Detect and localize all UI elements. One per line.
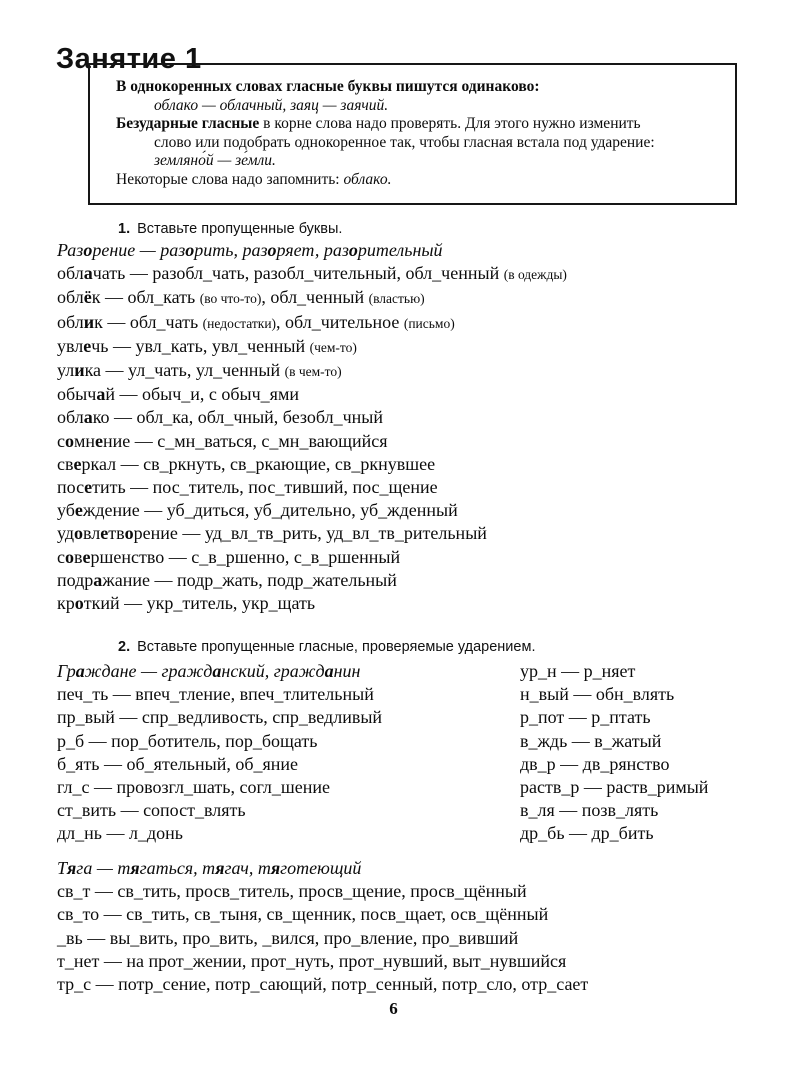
exercise2-line: _вь — вы_вить, про_вить, _вился, про_вление, про_вивший bbox=[57, 927, 519, 948]
exercise1-line: кроткий — укр_титель, укр_щать bbox=[57, 593, 316, 614]
exercise2-line: ст_вить — сопост_влять bbox=[57, 800, 246, 821]
exercise1-line: облако — обл_ка, обл_чный, безобл_чный bbox=[57, 407, 384, 428]
exercise2-line: р_б — пор_ботитель, пор_бощать bbox=[57, 730, 318, 751]
rule-line: земляно́й — зе́мли. bbox=[154, 152, 276, 170]
exercise2-number: 2. bbox=[118, 639, 131, 655]
exercise2-line: р_пот — р_птать bbox=[520, 707, 651, 728]
exercise2-line: пр_вый — спр_ведливость, спр_ведливый bbox=[57, 707, 383, 728]
exercise1-header bbox=[118, 221, 342, 237]
exercise1-line: подражание — подр_жать, подр_жательный bbox=[57, 569, 397, 590]
rule-line: В однокоренных словах гласные буквы пишутся одинаково: bbox=[116, 78, 540, 95]
exercise2-line: гл_с — провозгл_шать, согл_шение bbox=[57, 777, 331, 798]
exercise2-line: ур_н — р_няет bbox=[520, 661, 636, 681]
exercise2-line: св_т — св_тить, просв_титель, просв_щение, просв_щённый bbox=[57, 881, 527, 902]
exercise2-right-column bbox=[520, 660, 708, 846]
rule-line: слово или подобрать однокоренное так, чтобы гласная встала под ударение: bbox=[154, 133, 655, 151]
exercise1-line: совершенство — с_в_ршенно, с_в_ршенный bbox=[57, 546, 401, 567]
exercise1-list bbox=[57, 239, 567, 615]
rule-line: Некоторые слова надо запомнить: облако. bbox=[116, 170, 392, 188]
exercise2-line: в_ля — позв_лять bbox=[520, 800, 659, 821]
exercise2-line: в_ждь — в_жатый bbox=[520, 730, 662, 751]
exercise2-second-block bbox=[57, 857, 588, 996]
exercise1-instruction: Вставьте пропущенные буквы. bbox=[137, 221, 343, 237]
exercise1-line: сверкал — св_ркнуть, св_ркающие, св_ркнувшее bbox=[57, 453, 436, 474]
exercise2-line: дл_нь — л_донь bbox=[57, 823, 183, 844]
exercise2-left-column bbox=[57, 660, 382, 846]
exercise2-line: Тяга — тягаться, тягач, тяготеющий bbox=[57, 858, 362, 878]
exercise2-line: Граждане — гражданский, гражданин bbox=[57, 661, 361, 681]
exercise1-line: обычай — обыч_и, с обыч_ями bbox=[57, 384, 299, 405]
exercise1-line: сомнение — с_мн_ваться, с_мн_вающийся bbox=[57, 430, 388, 451]
rule-line: облако — облачный, заяц — заячий. bbox=[154, 96, 389, 114]
exercise1-line: Разорение — разорить, разоряет, разорительный bbox=[57, 240, 443, 260]
exercise1-line: облёк — обл_кать (во что-то), обл_ченный (властью) bbox=[57, 287, 425, 308]
exercise2-line: раств_р — раств_римый bbox=[520, 777, 709, 798]
rule-box bbox=[88, 63, 737, 205]
exercise1-line: облачать — разобл_чать, разобл_чительный, обл_ченный (в одежды) bbox=[57, 263, 567, 284]
exercise1-line: улика — ул_чать, ул_ченный (в чем-то) bbox=[57, 360, 342, 381]
exercise2-line: печ_ть — впеч_тление, впеч_тлительный bbox=[57, 684, 374, 705]
rule-line: Безударные гласные в корне слова надо проверять. Для этого нужно изменить bbox=[116, 115, 641, 133]
exercise1-line: увлечь — увл_кать, увл_ченный (чем-то) bbox=[57, 335, 357, 356]
exercise2-line: т_нет — на прот_жении, прот_нуть, прот_нувший, выт_нувшийся bbox=[57, 950, 567, 971]
exercise1-line: посетить — пос_титель, пос_тивший, пос_щение bbox=[57, 477, 438, 498]
exercise2-header bbox=[118, 639, 535, 655]
lesson-title: Занятие 1 bbox=[56, 43, 202, 76]
exercise2-instruction: Вставьте пропущенные гласные, проверяемые ударением. bbox=[137, 639, 536, 655]
exercise2-line: св_то — св_тить, св_тыня, св_щенник, посв_щает, осв_щённый bbox=[57, 904, 549, 925]
exercise2-line: б_ять — об_ятельный, об_яние bbox=[57, 753, 299, 774]
exercise2-line: др_бь — др_бить bbox=[520, 823, 654, 844]
exercise1-line: удовлетворение — уд_вл_тв_рить, уд_вл_тв_рительный bbox=[57, 523, 487, 544]
exercise1-line: облик — обл_чать (недостатки), обл_чительное (письмо) bbox=[57, 311, 455, 332]
exercise2-line: тр_с — потр_сение, потр_сающий, потр_сенный, потр_сло, отр_сает bbox=[57, 974, 589, 995]
exercise2-line: дв_р — дв_рянство bbox=[520, 753, 670, 774]
exercise2-line: н_вый — обн_влять bbox=[520, 684, 675, 705]
exercise1-number: 1. bbox=[118, 221, 131, 237]
page-number: 6 bbox=[389, 999, 398, 1018]
exercise1-line: убеждение — уб_диться, уб_дительно, уб_жденный bbox=[57, 500, 458, 521]
